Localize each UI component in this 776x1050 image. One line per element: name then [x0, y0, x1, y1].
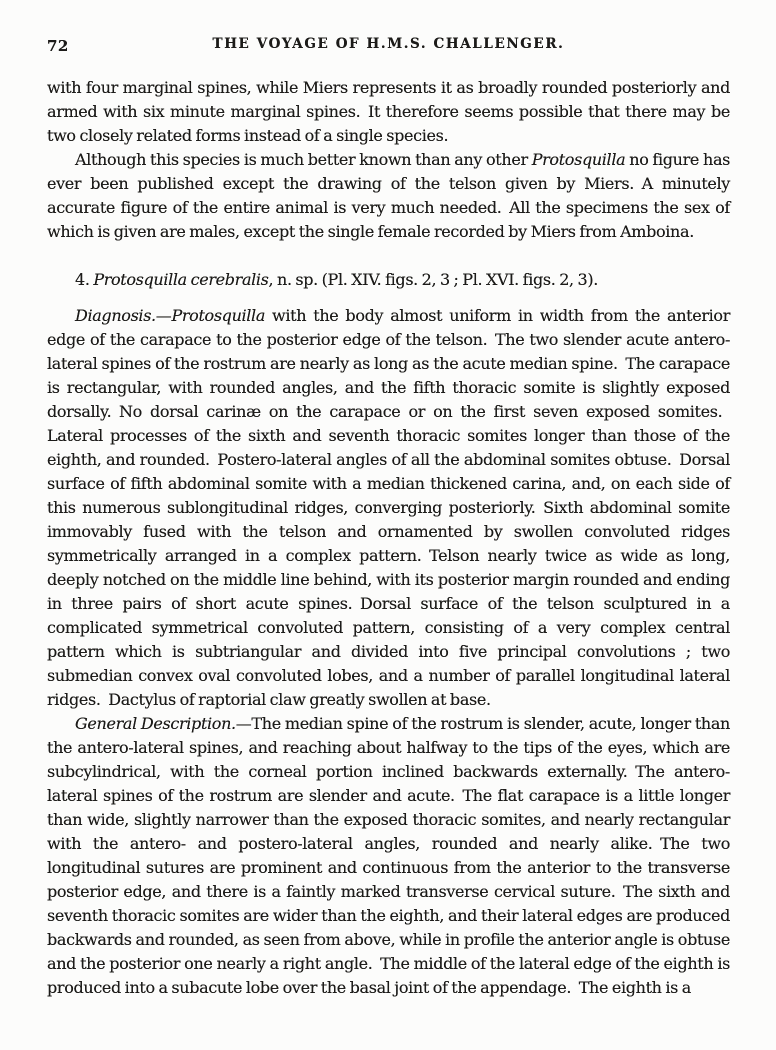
species-heading: [47, 268, 730, 292]
paragraph: [47, 712, 730, 1000]
italic-text-run: Protosquilla: [171, 306, 266, 325]
running-title: THE VOYAGE OF H.M.S. CHALLENGER.: [212, 36, 565, 52]
text-run: —: [155, 306, 172, 325]
italic-text-run: General Description.: [75, 714, 236, 733]
paragraph: [47, 148, 730, 244]
italic-text-run: Diagnosis.: [75, 306, 156, 325]
text-run: , n. sp. (Pl. XIV. figs. 2, 3 ; Pl. XVI. figs. 2, 3).: [268, 270, 598, 289]
text-run: —The median spine of the rostrum is slender, acute, longer than the antero-lateral spines, and reaching about halfway to the tips of the eyes, which are subcylindrical, with the corneal portion inclined backwards externally. The antero-lateral spines of the rostrum are slender and acute. The flat carapace is a little longer than wide, slightly narrower than the exposed thoracic somites, and nearly rectangular with the antero- and postero-lateral angles, rounded and nearly alike. The two longitudinal sutures are prominent and continuous from the anterior to the transverse posterior edge, and there is a faintly marked transverse cervical suture. The sixth and seventh thoracic somites are wider than the eighth, and their lateral edges are produced backwards and rounded, as seen from above, while in profile the anterior angle is obtuse and the posterior one nearly a right angle. The middle of the lateral edge of the eighth is produced into a subacute lobe over the basal joint of the appendage. The eighth is a: [47, 714, 730, 997]
text-run: with the body almost uniform in width from the anterior edge of the carapace to the posterior edge of the telson. The two slender acute antero-lateral spines of the rostrum are nearly as long as the acute median spine. The carapace is rectangular, with rounded angles, and the fifth thoracic somite is slightly exposed dorsally. No dorsal carinæ on the carapace or on the first seven exposed somites. Lateral processes of the sixth and seventh thoracic somites longer than those of the eighth, and rounded. Postero-lateral angles of all the abdominal somites obtuse. Dorsal surface of fifth abdominal somite with a median thickened carina, and, on each side of this numerous sublongitudinal ridges, converging posteriorly. Sixth abdominal somite immovably fused with the telson and ornamented by swollen convoluted ridges symmetrically arranged in a complex pattern. Telson nearly twice as wide as long, deeply notched on the middle line behind, with its posterior margin rounded and ending in three pairs of short acute spines. Dorsal surface of the telson sculptured in a complicated symmetrical convoluted pattern, consisting of a very complex central pattern which is subtriangular and divided into five principal convolutions ; two submedian convex oval convoluted lobes, and a number of parallel longitudinal lateral ridges. Dactylus of raptorial claw greatly swollen at base.: [47, 306, 730, 709]
text-run: with four marginal spines, while Miers represents it as broadly rounded posteriorly and armed with six minute marginal spines. It therefore seems possible that there may be two closely related forms instead of a single species.: [47, 78, 730, 145]
text-block: [47, 76, 730, 1000]
page-header: [47, 36, 730, 56]
italic-text-run: Protosquilla cerebralis: [93, 270, 269, 289]
text-run: 4.: [75, 270, 94, 289]
paragraph: [47, 76, 730, 148]
italic-text-run: Protosquilla: [531, 150, 626, 169]
text-run: Although this species is much better known than any other: [75, 150, 532, 169]
paragraph: [47, 304, 730, 712]
page-number: 72: [47, 37, 69, 55]
text-run: no figure has ever been published except the drawing of the telson given by Miers. A minutely accurate figure of the entire animal is very much needed. All the specimens the sex of which is given are males, except the single female recorded by Miers from Amboina.: [47, 150, 730, 241]
